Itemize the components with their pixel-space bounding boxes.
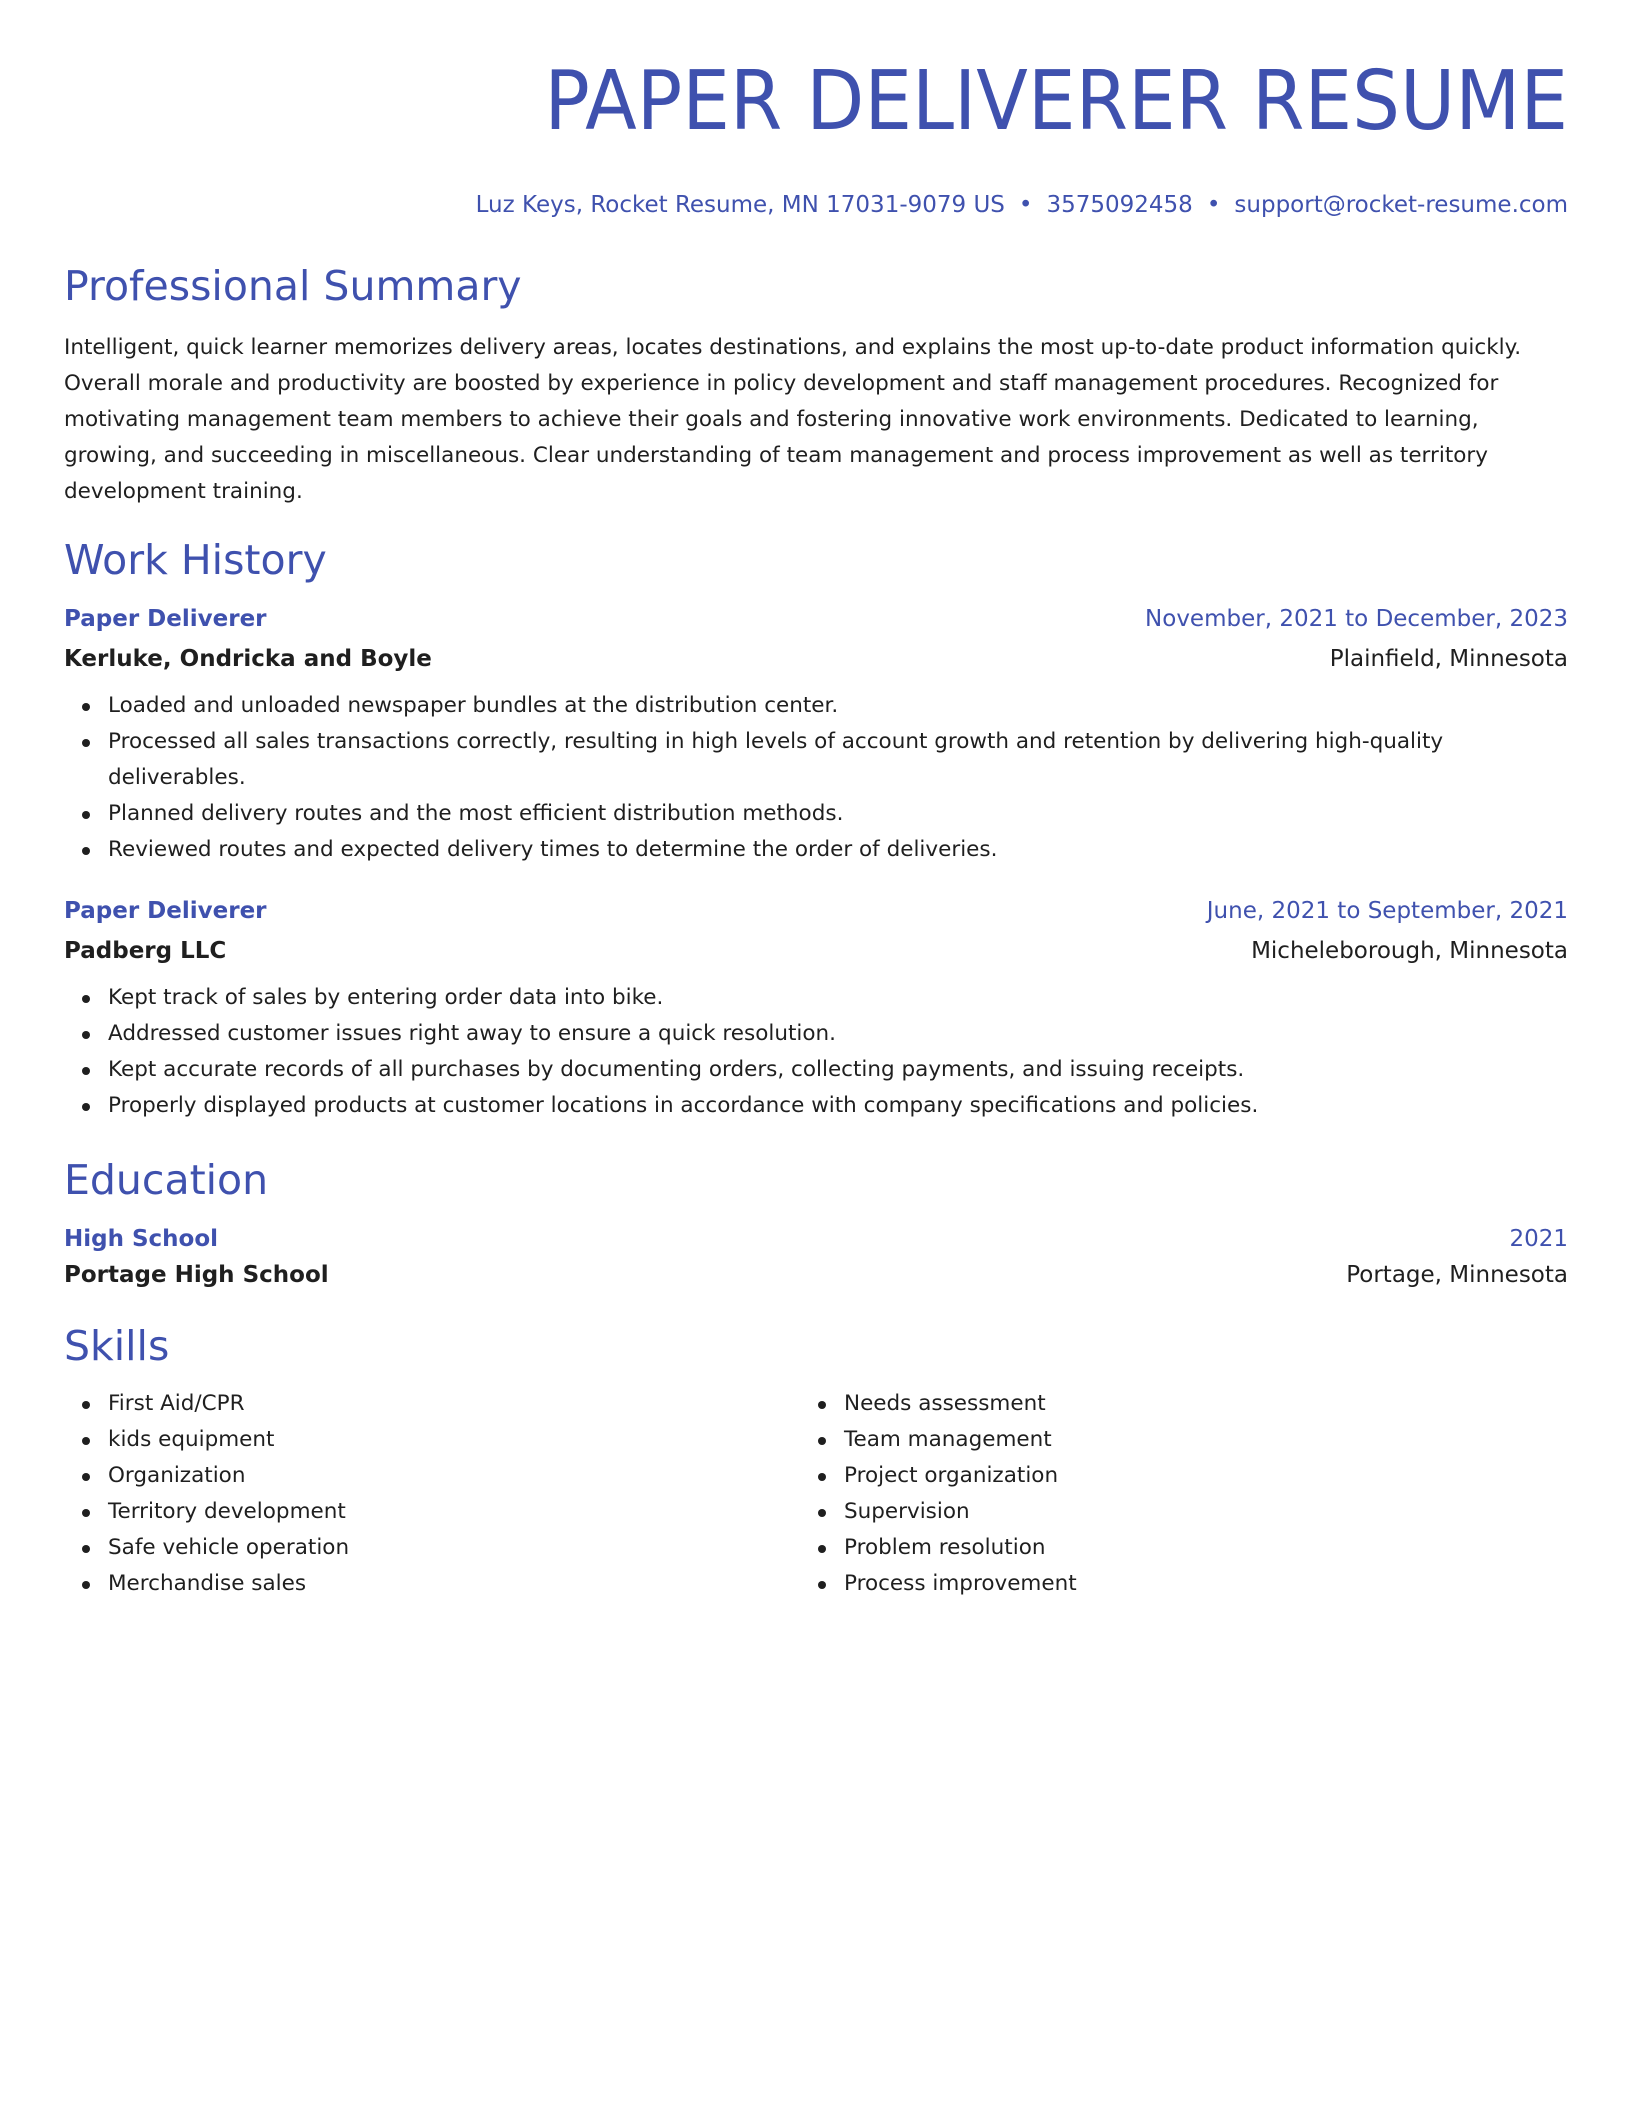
contact-separator: •	[1206, 192, 1221, 218]
skill-item: Team management	[844, 1422, 1536, 1458]
job-dates: November, 2021 to December, 2023	[1145, 606, 1568, 632]
list-item: Loaded and unloaded newspaper bundles at the distribution center.	[108, 688, 1568, 724]
job-entry	[64, 604, 1568, 868]
skill-item: Merchandise sales	[108, 1566, 800, 1602]
skill-item: Territory development	[108, 1494, 800, 1530]
company-name: Kerluke, Ondricka and Boyle	[64, 646, 432, 672]
job-duties-list	[64, 980, 1568, 1124]
summary-heading: Professional Summary	[64, 262, 522, 310]
job-title: Paper Deliverer	[64, 898, 267, 924]
skill-item: Process improvement	[844, 1566, 1536, 1602]
company-name: Padberg LLC	[64, 938, 227, 964]
school-location: Portage, Minnesota	[1346, 1262, 1568, 1288]
contact-line	[64, 190, 1568, 220]
list-item: Kept track of sales by entering order data into bike.	[108, 980, 1568, 1016]
education-heading: Education	[64, 1156, 269, 1204]
list-item: Planned delivery routes and the most efficient distribution methods.	[108, 796, 1568, 832]
list-item: Processed all sales transactions correctly, resulting in high levels of account growth and retention by delivering high-quality deliverables.	[108, 724, 1568, 796]
skill-item: Problem resolution	[844, 1530, 1536, 1566]
list-item: Reviewed routes and expected delivery times to determine the order of deliveries.	[108, 832, 1568, 868]
contact-phone: 3575092458	[1046, 192, 1193, 218]
skill-item: Project organization	[844, 1458, 1536, 1494]
school-name: Portage High School	[64, 1262, 329, 1288]
job-entry	[64, 896, 1568, 1124]
job-duties-list	[64, 688, 1568, 868]
job-dates: June, 2021 to September, 2021	[1206, 898, 1568, 924]
list-item: Kept accurate records of all purchases by documenting orders, collecting payments, and issuing receipts.	[108, 1052, 1568, 1088]
skills-section	[64, 1320, 1568, 1602]
skill-item: Safe vehicle operation	[108, 1530, 800, 1566]
education-section	[64, 1154, 1568, 1290]
resume-header	[64, 0, 1568, 220]
summary-section	[64, 260, 1568, 510]
skills-column-left	[64, 1386, 800, 1602]
contact-address: Luz Keys, Rocket Resume, MN 17031-9079 US	[475, 192, 1005, 218]
job-title: Paper Deliverer	[64, 606, 267, 632]
skills-heading: Skills	[64, 1322, 170, 1370]
skill-item: kids equipment	[108, 1422, 800, 1458]
list-item: Addressed customer issues right away to ensure a quick resolution.	[108, 1016, 1568, 1052]
job-location: Plainfield, Minnesota	[1329, 646, 1568, 672]
contact-separator: •	[1018, 192, 1033, 218]
skills-list	[800, 1386, 1536, 1602]
list-item: Properly displayed products at customer locations in accordance with company specifications and policies.	[108, 1088, 1568, 1124]
work-history-section	[64, 534, 1568, 1124]
summary-text: Intelligent, quick learner memorizes delivery areas, locates destinations, and explains the most up-to-date product information quickly. Overall morale and productivity are boosted by experience in policy development and staff management procedures. Recognized for motivating management team members to achieve their goals and fostering innovative work environments. Dedicated to learning, growing, and succeeding in miscellaneous. Clear understanding of team management and process improvement as well as territory development training.	[64, 335, 1522, 504]
skill-item: Organization	[108, 1458, 800, 1494]
job-location: Micheleborough, Minnesota	[1251, 938, 1568, 964]
skill-item: Needs assessment	[844, 1386, 1536, 1422]
degree-title: High School	[64, 1226, 219, 1252]
skill-item: Supervision	[844, 1494, 1536, 1530]
graduation-year: 2021	[1509, 1226, 1568, 1252]
work-history-heading: Work History	[64, 536, 327, 584]
skills-column-right	[800, 1386, 1536, 1602]
resume-title: PAPER DELIVERER RESUME	[544, 54, 1568, 149]
contact-email: support@rocket-resume.com	[1234, 192, 1568, 218]
skills-list	[64, 1386, 800, 1602]
skill-item: First Aid/CPR	[108, 1386, 800, 1422]
